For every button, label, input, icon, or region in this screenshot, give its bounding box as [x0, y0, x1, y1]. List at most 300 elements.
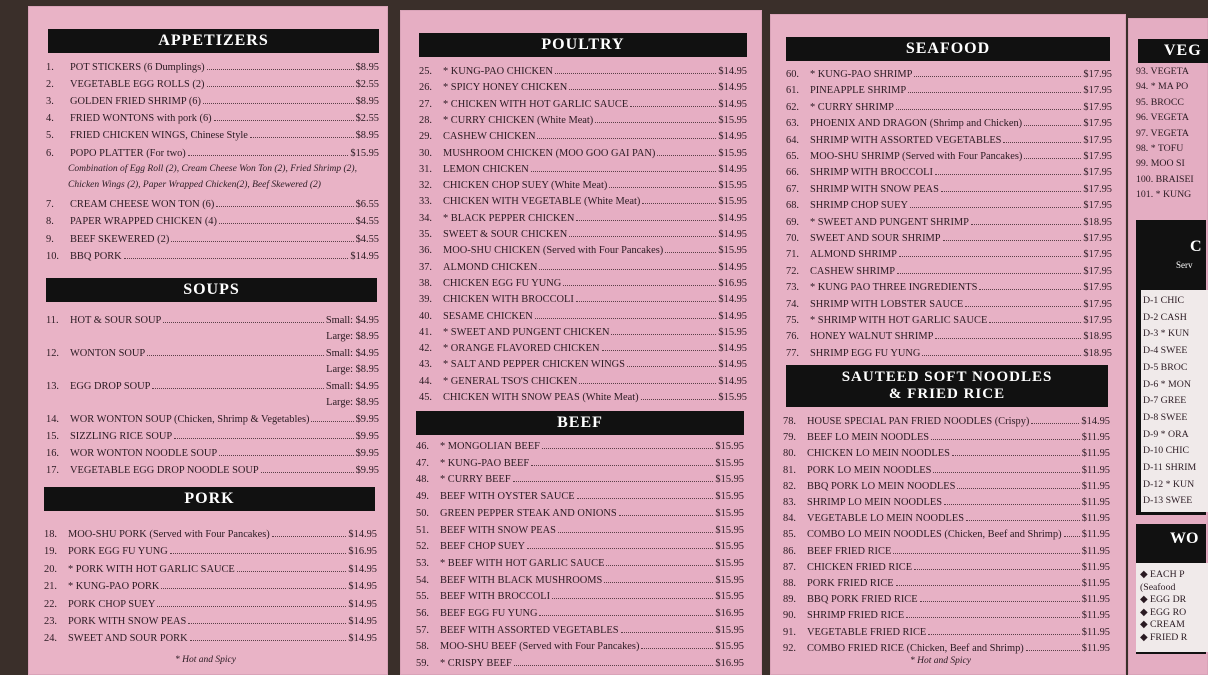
noodles-item [783, 479, 1110, 492]
item-name: WOR WONTON SOUP (Chicken, Shrimp & Vegetables) [70, 414, 310, 425]
item-number: 53. [416, 558, 429, 569]
poultry-item [419, 97, 747, 110]
leader-dots [161, 588, 346, 589]
item-number: 62. [786, 102, 799, 113]
item-name: POPO PLATTER (For two) [70, 148, 186, 159]
item-price: $17.95 [1083, 69, 1112, 80]
leader-dots [1024, 125, 1081, 126]
item-name: * KUNG-PAO BEEF [440, 458, 530, 469]
item-price: $11.95 [1081, 465, 1110, 476]
pork-item [44, 614, 377, 627]
item-number: 16. [46, 448, 59, 459]
leader-dots [595, 122, 716, 123]
item-number: 59. [416, 658, 429, 669]
item-number: 45. [419, 392, 432, 403]
combo-subtitle-partial: Serv [1176, 260, 1193, 270]
leader-dots [896, 109, 1082, 110]
item-price: $14.95 [718, 294, 747, 305]
leader-dots [943, 240, 1082, 241]
item-price: Small: $4.95 [325, 315, 379, 326]
soups-item [46, 446, 379, 459]
combo-item-partial: D-13 SWEE [1143, 495, 1193, 507]
leader-dots [908, 92, 1081, 93]
noodles-item [783, 625, 1110, 638]
item-price: $17.95 [1083, 282, 1112, 293]
item-price: $11.95 [1081, 432, 1110, 443]
seafood-item [786, 280, 1112, 293]
item-price: $15.95 [715, 525, 744, 536]
seafood-item [786, 67, 1112, 80]
item-number: 89. [783, 594, 796, 605]
item-number: 4. [46, 113, 54, 124]
soups-item [46, 463, 379, 476]
vegetable-header-partial: VEG [1138, 39, 1208, 63]
beef-item [416, 606, 744, 619]
item-price: $11.95 [1081, 562, 1110, 573]
leader-dots [576, 220, 716, 221]
seafood-item [786, 116, 1112, 129]
combo-item-partial: D-6 * MON [1143, 378, 1191, 390]
item-number: 81. [783, 465, 796, 476]
item-name: PORK CHOP SUEY [68, 599, 156, 610]
leader-dots [577, 498, 714, 499]
item-number: 30. [419, 148, 432, 159]
leader-dots [897, 273, 1081, 274]
leader-dots [579, 383, 716, 384]
beef-item [416, 573, 744, 586]
item-number: 1. [46, 62, 54, 73]
pork-item [44, 597, 377, 610]
item-price: $11.95 [1081, 610, 1110, 621]
item-number: 3. [46, 96, 54, 107]
wo-item-partial: ◆ EACH P [1140, 569, 1185, 580]
item-price: $15.95 [715, 575, 744, 586]
item-price: $2.55 [355, 113, 379, 124]
combo-item-partial: D-2 CASH [1143, 311, 1187, 323]
item-name: MUSHROOM CHICKEN (MOO GOO GAI PAN) [443, 148, 656, 159]
item-price: $9.95 [355, 465, 379, 476]
poultry-item [419, 162, 747, 175]
item-price: $11.95 [1081, 513, 1110, 524]
leader-dots [604, 582, 713, 583]
wo-item-partial: (Seafood [1140, 581, 1176, 593]
item-number: 90. [783, 610, 796, 621]
leader-dots [558, 532, 713, 533]
vegetable-item-partial: 98. * TOFU [1136, 143, 1184, 154]
item-price: $17.95 [1083, 200, 1112, 211]
leader-dots [207, 86, 354, 87]
item-number: 63. [786, 118, 799, 129]
item-price: $15.95 [715, 641, 744, 652]
noodles-item [783, 463, 1110, 476]
noodles-header-line2: & FRIED RICE [888, 386, 1006, 402]
item-price: $9.95 [355, 414, 379, 425]
noodles-item [783, 560, 1110, 573]
item-price: $15.95 [350, 148, 379, 159]
leader-dots [124, 258, 349, 259]
item-number: 26. [419, 82, 432, 93]
pork-item [44, 562, 377, 575]
item-name: WOR WONTON NOODLE SOUP [70, 448, 218, 459]
item-price: $14.95 [718, 99, 747, 110]
item-price: $15.95 [715, 458, 744, 469]
item-number: 54. [416, 575, 429, 586]
item-name: * GENERAL TSO'S CHICKEN [443, 376, 578, 387]
item-price: $15.95 [718, 392, 747, 403]
item-number: 35. [419, 229, 432, 240]
leader-dots [207, 69, 354, 70]
leader-dots [537, 138, 716, 139]
item-name: BEEF WITH OYSTER SAUCE [440, 491, 575, 502]
item-name: PINEAPPLE SHRIMP [810, 85, 907, 96]
leader-dots [214, 120, 354, 121]
item-name: BEEF WITH ASSORTED VEGETABLES [440, 625, 619, 636]
item-name: VEGETABLE LO MEIN NOODLES [807, 513, 965, 524]
item-price: $15.95 [715, 441, 744, 452]
leader-dots [979, 289, 1081, 290]
item-number: 92. [783, 643, 796, 654]
item-name: WONTON SOUP [70, 348, 146, 359]
item-name: CASHEW SHRIMP [810, 266, 895, 277]
seafood-item [786, 83, 1112, 96]
item-number: 64. [786, 135, 799, 146]
leader-dots [531, 465, 713, 466]
item-number: 41. [419, 327, 432, 338]
leader-dots [935, 338, 1081, 339]
item-number: 25. [419, 66, 432, 77]
leader-dots [531, 171, 717, 172]
vegetable-item-partial: 93. VEGETA [1136, 66, 1189, 77]
seafood-item [786, 182, 1112, 195]
seafood-item [786, 247, 1112, 260]
hot-spicy-note-1: * Hot and Spicy [175, 655, 236, 665]
item-name: COMBO LO MEIN NOODLES (Chicken, Beef and Shrimp) [807, 529, 1062, 540]
item-price: $17.95 [1083, 184, 1112, 195]
item-number: 6. [46, 148, 54, 159]
item-price: $11.95 [1081, 578, 1110, 589]
item-number: 74. [786, 299, 799, 310]
item-price: $11.95 [1081, 594, 1110, 605]
item-number: 87. [783, 562, 796, 573]
appetizers-item [46, 111, 379, 124]
item-number: 66. [786, 167, 799, 178]
item-number: 48. [416, 474, 429, 485]
combo-item-partial: D-7 GREE [1143, 395, 1187, 407]
item-name: SIZZLING RICE SOUP [70, 431, 173, 442]
leader-dots [170, 553, 347, 554]
leader-dots [190, 640, 347, 641]
item-number: 60. [786, 69, 799, 80]
item-price: $15.95 [715, 474, 744, 485]
leader-dots [642, 203, 716, 204]
leader-dots [219, 455, 354, 456]
item-price: $15.95 [715, 491, 744, 502]
item-price: $14.95 [718, 376, 747, 387]
pork-item [44, 527, 377, 540]
noodles-item [783, 641, 1110, 654]
leader-dots [188, 623, 346, 624]
pork-header: PORK [44, 487, 375, 511]
item-number: 55. [416, 591, 429, 602]
item-price: $14.95 [718, 343, 747, 354]
item-number: 70. [786, 233, 799, 244]
item-name: * BEEF WITH HOT GARLIC SAUCE [440, 558, 605, 569]
item-name: * CURRY BEEF [440, 474, 511, 485]
leader-dots [641, 648, 713, 649]
combo-item-partial: D-3 * KUN [1143, 328, 1190, 340]
item-number: 17. [46, 465, 59, 476]
popo-description-2: Chicken Wings (2), Paper Wrapped Chicken(2), Beef Skewered (2) [68, 180, 321, 190]
poultry-item [419, 129, 747, 142]
item-number: 8. [46, 216, 54, 227]
item-price: $15.95 [715, 508, 744, 519]
leader-dots [630, 106, 716, 107]
item-name: * KUNG-PAO SHRIMP [810, 69, 913, 80]
item-name: CASHEW CHICKEN [443, 131, 536, 142]
item-price: $14.95 [718, 213, 747, 224]
beef-item [416, 589, 744, 602]
leader-dots [910, 207, 1081, 208]
item-name: CHICKEN LO MEIN NOODLES [807, 448, 950, 459]
item-name: * SPICY HONEY CHICKEN [443, 82, 568, 93]
beef-item [416, 639, 744, 652]
item-number: 23. [44, 616, 57, 627]
seafood-item [786, 215, 1112, 228]
noodles-item [783, 544, 1110, 557]
item-name: * ORANGE FLAVORED CHICKEN [443, 343, 600, 354]
item-price: $15.95 [718, 115, 747, 126]
item-number: 68. [786, 200, 799, 211]
poultry-item [419, 325, 747, 338]
item-price: $14.95 [348, 616, 377, 627]
noodles-item [783, 430, 1110, 443]
item-name: CHICKEN WITH BROCCOLI [443, 294, 574, 305]
appetizers-item [46, 60, 379, 73]
item-number: 34. [419, 213, 432, 224]
item-number: 40. [419, 311, 432, 322]
item-price: Small: $4.95 [325, 348, 379, 359]
item-number: 19. [44, 546, 57, 557]
item-name: PORK EGG FU YUNG [68, 546, 168, 557]
item-number: 20. [44, 564, 57, 575]
leader-dots [576, 301, 717, 302]
item-name: PORK WITH SNOW PEAS [68, 616, 187, 627]
combo-item-partial: D-5 BROC [1143, 361, 1188, 373]
item-name: * CURRY SHRIMP [810, 102, 894, 113]
item-number: 73. [786, 282, 799, 293]
item-name: PORK LO MEIN NOODLES [807, 465, 932, 476]
pork-item [44, 544, 377, 557]
poultry-item [419, 374, 747, 387]
appetizers-header: APPETIZERS [48, 29, 379, 53]
vegetable-item-partial: 94. * MA PO [1136, 81, 1189, 93]
leader-dots [250, 137, 354, 138]
poultry-item [419, 357, 747, 370]
item-name: BEEF EGG FU YUNG [440, 608, 538, 619]
item-price: $14.95 [718, 311, 747, 322]
item-name: SHRIMP LO MEIN NOODLES [807, 497, 942, 508]
item-number: 10. [46, 251, 59, 262]
item-number: 86. [783, 546, 796, 557]
item-number: 21. [44, 581, 57, 592]
item-price: $14.95 [348, 599, 377, 610]
leader-dots [569, 89, 716, 90]
item-name: CREAM CHEESE WON TON (6) [70, 199, 215, 210]
leader-dots [896, 585, 1080, 586]
wo-item-partial: ◆ EGG RO [1140, 606, 1187, 618]
poultry-header: POULTRY [419, 33, 747, 57]
leader-dots [237, 571, 347, 572]
item-price: $15.95 [718, 148, 747, 159]
leader-dots [609, 187, 716, 188]
combo-item-partial: D-11 SHRIM [1143, 462, 1197, 473]
item-name: SWEET & SOUR CHICKEN [443, 229, 568, 240]
leader-dots [157, 606, 346, 607]
poultry-item [419, 211, 747, 224]
item-number: 67. [786, 184, 799, 195]
soups-header: SOUPS [46, 278, 377, 302]
noodles-header [786, 365, 1108, 407]
item-number: 2. [46, 79, 54, 90]
item-number: 43. [419, 359, 432, 370]
noodles-item [783, 414, 1110, 427]
item-number: 84. [783, 513, 796, 524]
item-number: 18. [44, 529, 57, 540]
poultry-item [419, 292, 747, 305]
poultry-item [419, 178, 747, 191]
item-name: FRIED WONTONS with pork (6) [70, 113, 212, 124]
leader-dots [535, 318, 717, 319]
combo-item-partial: D-12 * KUN [1143, 478, 1195, 490]
vegetable-item-partial: 96. VEGETA [1136, 112, 1189, 124]
item-price: $14.95 [718, 66, 747, 77]
item-number: 91. [783, 627, 796, 638]
leader-dots [931, 439, 1080, 440]
item-name: PORK FRIED RICE [807, 578, 894, 589]
item-number: 37. [419, 262, 432, 273]
leader-dots [542, 448, 714, 449]
item-number: 22. [44, 599, 57, 610]
item-name: BBQ PORK LO MEIN NOODLES [807, 481, 956, 492]
item-price: $14.95 [350, 251, 379, 262]
leader-dots [893, 553, 1080, 554]
item-name: SHRIMP WITH SNOW PEAS [810, 184, 939, 195]
item-number: 58. [416, 641, 429, 652]
leader-dots [513, 481, 714, 482]
noodles-item [783, 527, 1110, 540]
poultry-item [419, 146, 747, 159]
beef-header: BEEF [416, 411, 744, 435]
combo-item-partial: D-9 * ORA [1143, 428, 1189, 440]
popo-description-1: Combination of Egg Roll (2), Cream Cheese Won Ton (2), Fried Shrimp (2), [68, 164, 357, 174]
item-name: * BLACK PEPPER CHICKEN [443, 213, 575, 224]
item-number: 56. [416, 608, 429, 619]
appetizers-item [46, 77, 379, 90]
item-price: $6.55 [355, 199, 379, 210]
item-name: SWEET AND SOUR SHRIMP [810, 233, 941, 244]
soups-item [46, 329, 379, 342]
leader-dots [627, 366, 716, 367]
item-name: HONEY WALNUT SHRIMP [810, 331, 934, 342]
item-name: HOUSE SPECIAL PAN FRIED NOODLES (Crispy) [807, 416, 1030, 427]
item-price: $15.95 [718, 196, 747, 207]
item-number: 79. [783, 432, 796, 443]
seafood-item [786, 264, 1112, 277]
item-name: MOO-SHU PORK (Served with Four Pancakes) [68, 529, 270, 540]
leader-dots [952, 455, 1080, 456]
leader-dots [1003, 142, 1081, 143]
item-price: $14.95 [1081, 416, 1110, 427]
item-price: $9.95 [355, 431, 379, 442]
item-price: $14.95 [718, 131, 747, 142]
item-number: 65. [786, 151, 799, 162]
noodles-item [783, 495, 1110, 508]
item-price: $17.95 [1083, 233, 1112, 244]
leader-dots [1026, 650, 1080, 651]
pork-item [44, 631, 377, 644]
item-price: $15.95 [715, 591, 744, 602]
combo-title-partial: C [1190, 238, 1202, 255]
item-name: SHRIMP FRIED RICE [807, 610, 905, 621]
item-price: $2.55 [355, 79, 379, 90]
item-price: $14.95 [718, 82, 747, 93]
item-name: ALMOND CHICKEN [443, 262, 538, 273]
leader-dots [914, 76, 1081, 77]
item-price: $15.95 [715, 541, 744, 552]
seafood-item [786, 149, 1112, 162]
leader-dots [965, 306, 1081, 307]
leader-dots [539, 615, 713, 616]
leader-dots [539, 269, 716, 270]
leader-dots [957, 488, 1079, 489]
item-name: VEGETABLE EGG DROP NOODLE SOUP [70, 465, 259, 476]
item-name: * KUNG-PAO CHICKEN [443, 66, 553, 77]
leader-dots [219, 223, 354, 224]
item-number: 57. [416, 625, 429, 636]
wo-title-partial: WO [1170, 530, 1199, 547]
item-price: $17.95 [1083, 85, 1112, 96]
leader-dots [944, 504, 1080, 505]
item-price: $16.95 [715, 608, 744, 619]
item-number: 14. [46, 414, 59, 425]
item-name: PHOENIX AND DRAGON (Shrimp and Chicken) [810, 118, 1023, 129]
beef-item [416, 472, 744, 485]
beef-item [416, 539, 744, 552]
item-name: POT STICKERS (6 Dumplings) [70, 62, 205, 73]
item-name: BEEF FRIED RICE [807, 546, 892, 557]
leader-dots [966, 520, 1080, 521]
appetizers-item [46, 146, 379, 159]
leader-dots [261, 472, 354, 473]
wo-item-partial: ◆ CREAM [1140, 619, 1185, 630]
item-name: SHRIMP WITH ASSORTED VEGETABLES [810, 135, 1002, 146]
item-price: $14.95 [348, 529, 377, 540]
poultry-item [419, 194, 747, 207]
leader-dots [619, 515, 714, 516]
item-name: BEEF WITH BLACK MUSHROOMS [440, 575, 603, 586]
item-number: 61. [786, 85, 799, 96]
item-name: SESAME CHICKEN [443, 311, 533, 322]
leader-dots [1024, 158, 1081, 159]
poultry-item [419, 113, 747, 126]
leader-dots [611, 334, 716, 335]
item-number: 50. [416, 508, 429, 519]
soups-item [46, 395, 379, 408]
soups-item [46, 379, 379, 392]
item-price: $17.95 [1083, 151, 1112, 162]
leader-dots [922, 355, 1081, 356]
item-name: MOO-SHU BEEF (Served with Four Pancakes) [440, 641, 640, 652]
